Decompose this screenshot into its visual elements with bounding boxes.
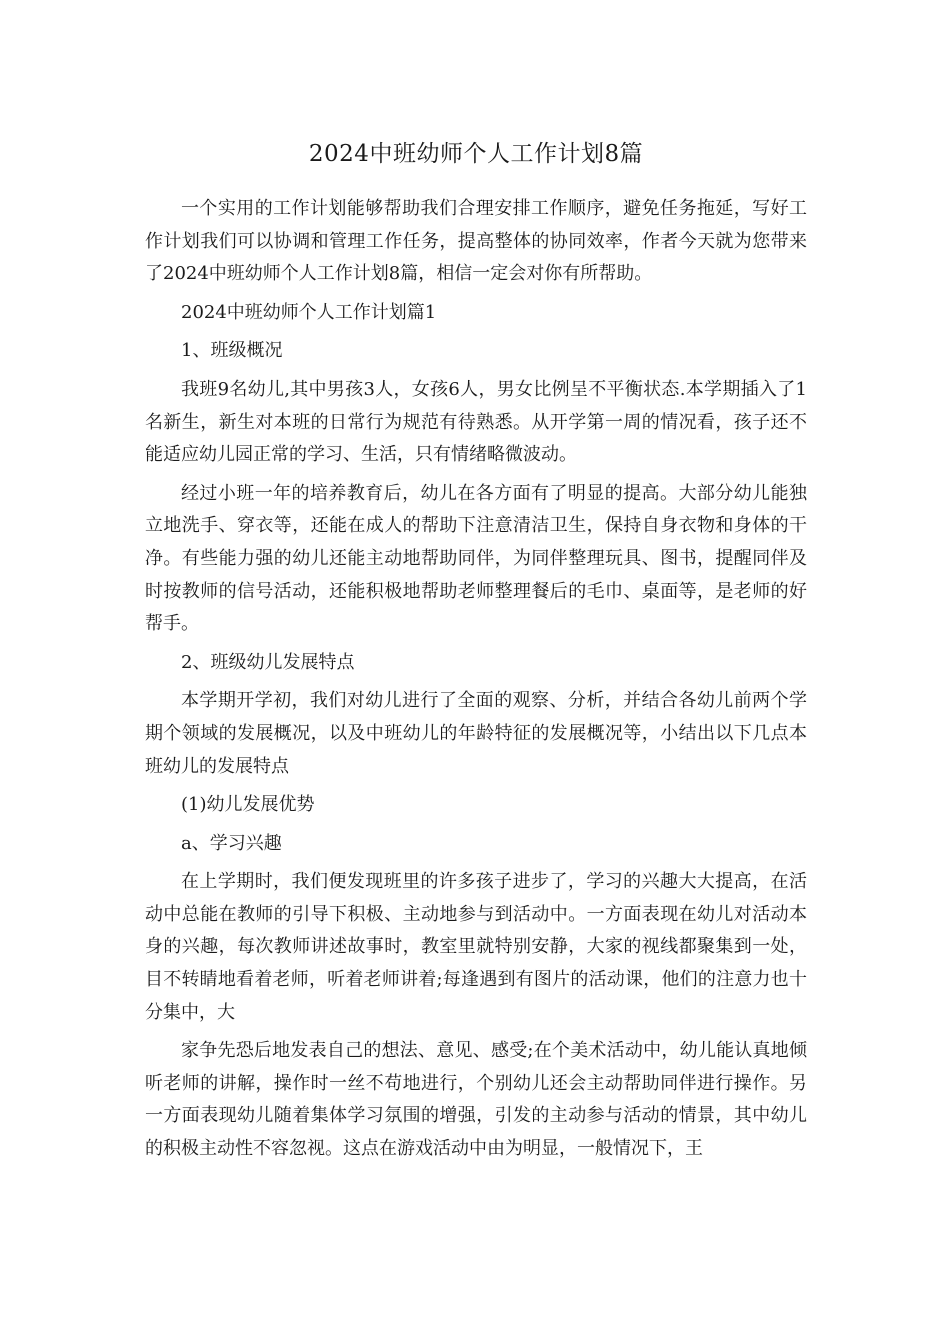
document-body <box>145 193 807 1166</box>
body-paragraph: 经过小班一年的培养教育后，幼儿在各方面有了明显的提高。大部分幼儿能独立地洗手、穿衣等，还能在成人的帮助下注意清洁卫生，保持自身衣物和身体的干净。有些能力强的幼儿还能主动地帮助同伴，为同伴整理玩具、图书，提醒同伴及时按教师的信号活动，还能积极地帮助老师整理餐后的毛巾、桌面等，是老师的好帮手。 <box>145 482 807 635</box>
body-paragraph: 家争先恐后地发表自己的想法、意见、感受;在个美术活动中，幼儿能认真地倾听老师的讲解，操作时一丝不苟地进行，个别幼儿还会主动帮助同伴进行操作。另一方面表现幼儿随着集体学习氛围的增强，引发的主动参与活动的情景，其中幼儿的积极主动性不容忽视。这点在游戏活动中由为明显，一般情况下，王 <box>145 1040 807 1160</box>
subsection-heading: 2、班级幼儿发展特点 <box>181 651 355 673</box>
document-title: 2024中班幼师个人工作计划8篇 <box>308 141 644 167</box>
item-heading: a、学习兴趣 <box>181 832 282 854</box>
intro-paragraph: 一个实用的工作计划能够帮助我们合理安排工作顺序，避免任务拖延，写好工作计划我们可以协调和管理工作任务，提高整体的协同效率，作者今天就为您带来了2024中班幼师个人工作计划8篇，相信一定会对你有所帮助。 <box>145 198 807 285</box>
body-paragraph: 本学期开学初，我们对幼儿进行了全面的观察、分析，并结合各幼儿前两个学期个领域的发展概况，以及中班幼儿的年龄特征的发展概况等，小结出以下几点本班幼儿的发展特点 <box>145 690 807 777</box>
body-paragraph: 在上学期时，我们便发现班里的许多孩子进步了，学习的兴趣大大提高，在活动中总能在教师的引导下积极、主动地参与到活动中。一方面表现在幼儿对活动本身的兴趣，每次教师讲述故事时，教室里就特别安静，大家的视线都聚集到一处，目不转睛地看着老师，听着老师讲着;每逢遇到有图片的活动课，他们的注意力也十分集中，大 <box>145 871 807 1023</box>
subsection-heading: 1、班级概况 <box>181 340 283 362</box>
body-paragraph: 我班9名幼儿,其中男孩3人，女孩6人，男女比例呈不平衡状态.本学期插入了1名新生，新生对本班的日常行为规范有待熟悉。从开学第一周的情况看，孩子还不能适应幼儿园正常的学习、生活，只有情绪略微波动。 <box>145 378 807 466</box>
item-heading: (1)幼儿发展优势 <box>181 794 315 816</box>
section-heading: 2024中班幼师个人工作计划篇1 <box>181 301 437 323</box>
document-page <box>145 0 807 1172</box>
